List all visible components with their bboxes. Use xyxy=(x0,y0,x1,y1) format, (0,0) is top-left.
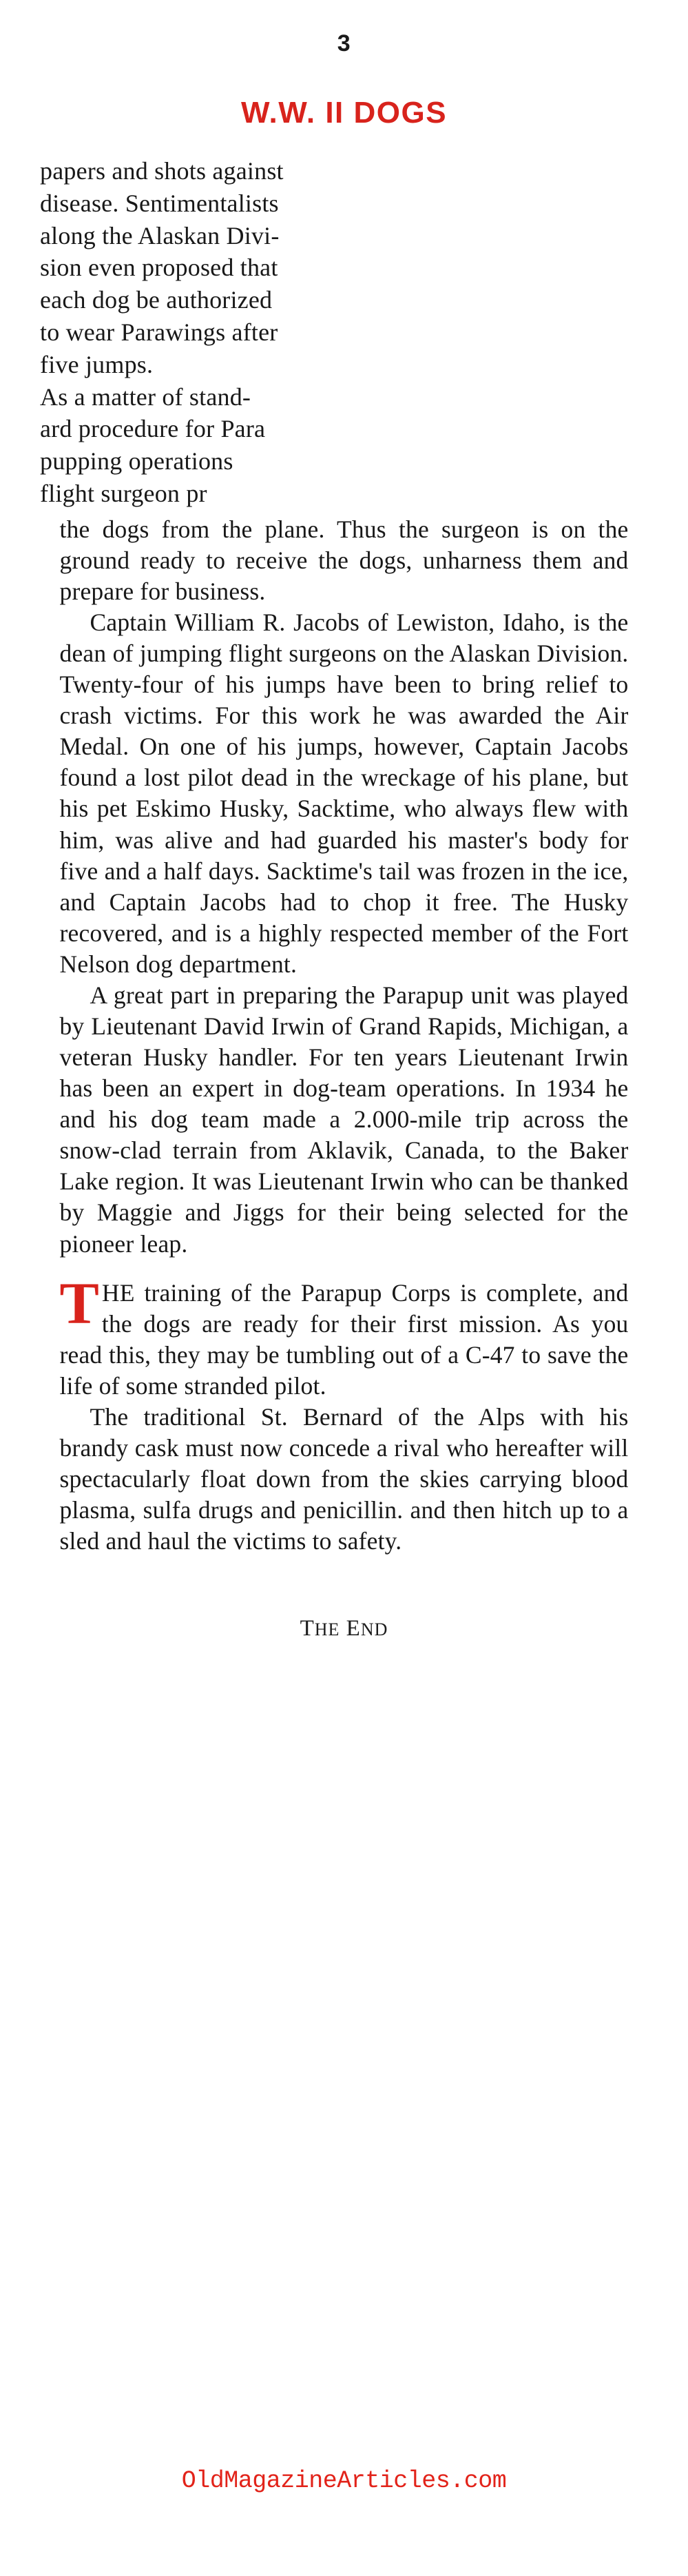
top-fading-column xyxy=(10,130,368,510)
top-column-line: ard procedure for Para xyxy=(40,415,266,443)
top-column-line: each dog be authorized xyxy=(40,286,273,314)
the-end-nd: ND xyxy=(360,1619,388,1640)
paragraph-st-bernard: The traditional St. Bernard of the Alps with his brandy cask must now concede a rival who hereafter will spectacularly float down from the skies carrying blood plasma, sulfa drugs and penicillin. and then hitch up to a sled and haul the victims to safety. xyxy=(59,1402,629,1555)
top-column-line: As a matter of stand- xyxy=(40,382,251,411)
the-end-he: HE xyxy=(314,1619,340,1640)
article-body xyxy=(60,510,629,1642)
paragraph-training-text: training of the Parapup Corps is complete, and the dogs are ready for their first mission. As you read this, they may be tumbling out of a C-47 to save the life of some stranded pilot. xyxy=(59,1278,629,1400)
drop-cap-letter: T xyxy=(59,1269,99,1336)
top-column-line: to wear Parawings after xyxy=(40,318,278,346)
paragraph-jacobs: Captain William R. Jacobs of Lewiston, Idaho, is the dean of jumping flight surgeons on the Alaskan Division. Twenty-four of his jumps have been to bring relief to crash victims. For this work he was awarded the Air Medal. On one of his jumps, however, Captain Jacobs found a lost pilot dead in the wreckage of his plane, but his pet Eskimo Husky, Sacktime, who always flew with him, was alive and had guarded his master's body for five and a half days. Sacktime's tail was frozen in the ice, and Captain Jacobs had to chop it free. The Husky recovered, and is a highly respected member of the Fort Nelson dog department. xyxy=(59,609,629,978)
bottom-whitespace xyxy=(0,1642,688,2000)
the-end-marker xyxy=(60,1616,629,1642)
paragraph-irwin: A great part in preparing the Parapup unit was played by Lieutenant David Irwin of Grand Rapids, Michigan, a veteran Husky handler. For ten years Lieutenant Irwin has been an expert in dog-team operations. In 1934 he and his dog team made a 2.000-mile trip across the snow-clad terrain from Aklavik, Canada, to the Baker Lake region. It was Lieutenant Irwin who can be thanked by Maggie and Jiggs for their being selected for the pioneer leap. xyxy=(59,981,629,1258)
page-number: 3 xyxy=(337,30,351,57)
article-title: W.W. II DOGS xyxy=(240,96,448,130)
the-end-e: E xyxy=(346,1616,361,1642)
footer-site-url[interactable]: OldMagazineArticles.com xyxy=(181,2467,507,2495)
top-column-line: five jumps. xyxy=(40,350,154,378)
top-column-line: along the Alaskan Divi- xyxy=(40,221,280,249)
paragraph-surgeon: the dogs from the plane. Thus the surgeon is on the ground ready to receive the dogs, unharness them and prepare for business. xyxy=(59,515,629,605)
top-column-line: disease. Sentimentalists xyxy=(40,189,279,217)
the-end-t: T xyxy=(300,1616,315,1642)
paragraph-training-block xyxy=(60,1260,629,1402)
top-column-line: pupping operations xyxy=(40,447,233,476)
top-column-line: papers and shots against xyxy=(40,157,284,185)
paragraph-training-lead: HE xyxy=(101,1278,135,1307)
paragraph-training xyxy=(59,1269,629,1402)
top-column-line: sion even proposed that xyxy=(40,254,278,282)
top-column-line: flight surgeon pr xyxy=(40,479,207,507)
